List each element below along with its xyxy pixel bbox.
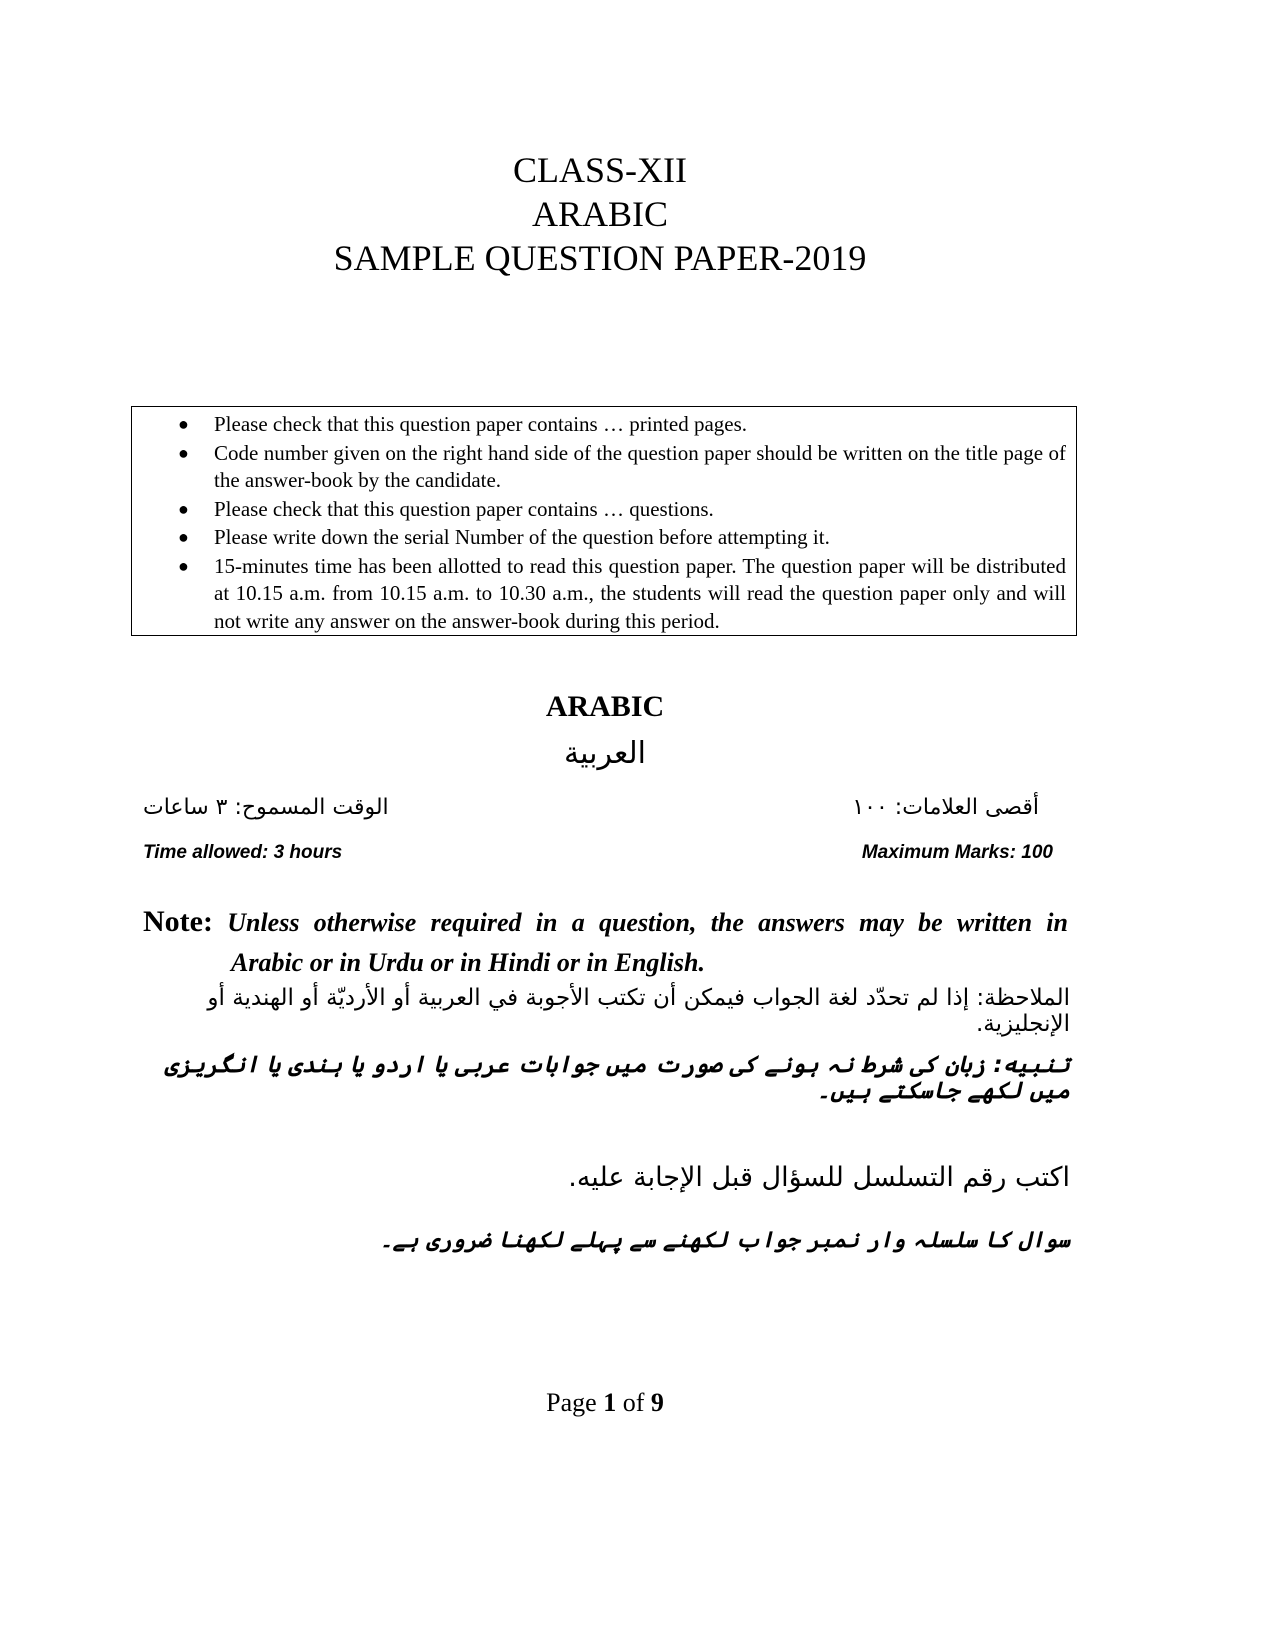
language-note-urdu: تنبیه: زبان کی شرط نہ ہونے کی صورت میں جوابات عربی یا اردو یا ہندی یا انگریزی میں لکھے جاسکتے ہیں۔ <box>164 1052 1070 1104</box>
instruction-item: ● Code number given on the right hand side of the question paper should be written on the title page of the answer-book by the candidate. <box>178 440 1066 492</box>
instructions-list <box>170 411 1066 635</box>
urdu-note-label: تنبیه: <box>993 1052 1070 1078</box>
class-title: CLASS-XII <box>512 150 687 190</box>
bullet-icon: ● <box>178 498 189 519</box>
language-note-arabic: الملاحظة: إذا لم تحدّد لغة الجواب فيمكن أن تكتب الأجوبة في العربية أو الأرديّة أو الهندية أو الإنجليزية. <box>207 985 1070 1037</box>
page-number: Page 1 of 9 <box>546 1388 664 1417</box>
instruction-item: ● Please check that this question paper contains … printed pages. <box>170 411 1066 439</box>
bullet-icon: ● <box>178 555 189 576</box>
paper-title: SAMPLE QUESTION PAPER-2019 <box>333 238 867 278</box>
instruction-item: ● Please check that this question paper contains … questions. <box>170 496 1066 524</box>
bullet-icon: ● <box>178 442 189 463</box>
note-line-1: Note: Unless otherwise required in a question, the answers may be written in <box>143 905 1068 938</box>
subject-heading: ARABIC <box>545 690 665 723</box>
instruction-item: ● 15-minutes time has been allotted to read this question paper. The question paper will be distributed at 10.15 a.m. from 10.15 a.m. to 10.30 a.m., the students will read the question paper only and will not write any answer on the answer-book during this period. <box>178 553 1066 633</box>
instruction-item: ● Please write down the serial Number of the question before attempting it. <box>170 524 1066 552</box>
bullet-icon: ● <box>178 527 189 547</box>
note-label: Note: <box>143 905 213 938</box>
serial-instruction-arabic: اكتب رقم التسلسل للسؤال قبل الإجابة عليه. <box>568 1162 1070 1193</box>
time-allowed-arabic: الوقت المسموح: ٣ ساعات <box>143 795 389 820</box>
max-marks: Maximum Marks: 100 <box>861 842 1053 863</box>
paper-header <box>0 148 1200 280</box>
subject-title: ARABIC <box>531 194 669 234</box>
subject-heading-arabic: العربية <box>564 736 646 771</box>
general-instructions-box <box>131 406 1077 636</box>
time-allowed: Time allowed: 3 hours <box>143 842 343 863</box>
language-note <box>143 902 1068 983</box>
bullet-icon: ● <box>178 414 189 434</box>
max-marks-arabic: أقصى العلامات: ١٠٠ <box>852 795 1039 820</box>
note-line-2: Arabic or in Urdu or in Hindi or in English. <box>231 948 705 977</box>
serial-instruction-urdu: سوال کا سلسلہ وار نمبر جواب لکھنے سے پہلے لکھنا ضروری ہے۔ <box>379 1228 1070 1253</box>
